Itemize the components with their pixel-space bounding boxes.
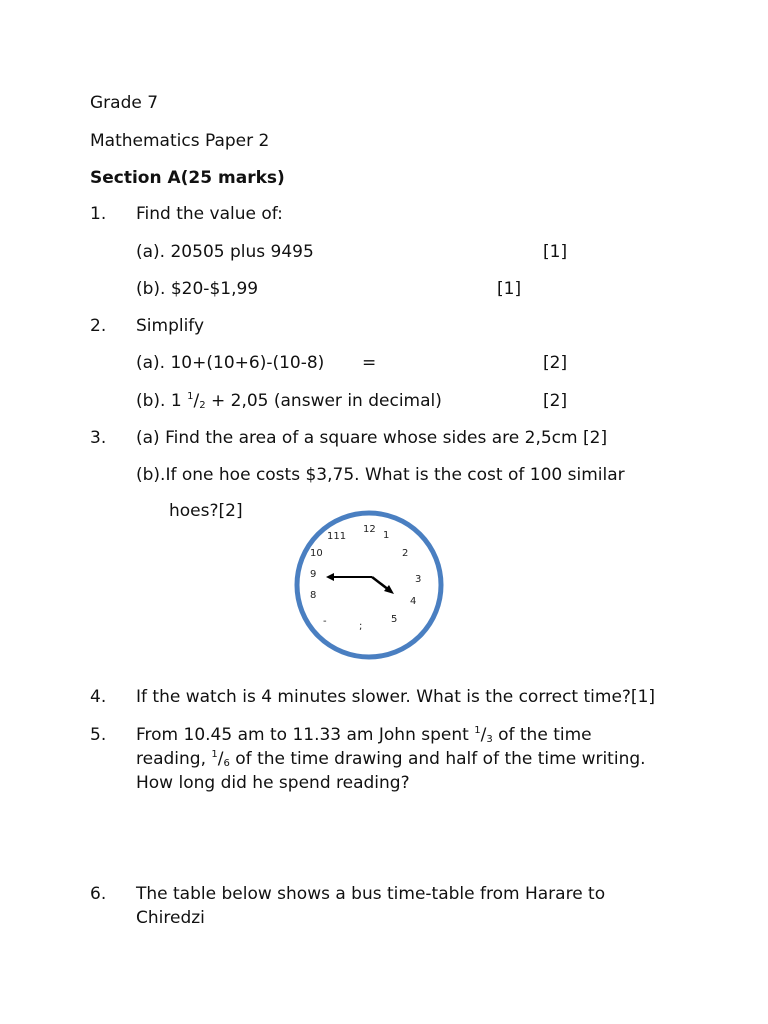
clock-numeral-5: 5	[391, 614, 398, 625]
question-1b-marks: [1]	[497, 279, 522, 299]
grade-heading: Grade 7	[90, 93, 159, 113]
question-1-text: Find the value of:	[136, 204, 283, 224]
clock-numeral-12: 12	[363, 524, 376, 535]
question-2b-marks: [2]	[543, 391, 568, 411]
question-6-line-2: Chiredzi	[136, 908, 205, 928]
question-4-number: 4.	[90, 687, 107, 707]
question-5-line-1: From 10.45 am to 11.33 am John spent $^1/_3$ of the time	[136, 725, 592, 745]
question-2a-marks: [2]	[543, 353, 568, 373]
question-2a-equals: =	[362, 353, 377, 373]
clock-numeral-9: 9	[310, 569, 317, 580]
question-3-number: 3.	[90, 428, 107, 448]
question-2-text: Simplify	[136, 316, 205, 336]
clock-numeral-1: 1	[383, 530, 390, 541]
question-3a-text: (a) Find the area of a square whose sides are 2,5cm [2]	[136, 428, 608, 448]
clock-numeral-11: 111	[327, 531, 347, 542]
question-5-line-2: reading, $^1/_6$ of the time drawing and half of the time writing.	[136, 749, 646, 769]
question-6-number: 6.	[90, 884, 107, 904]
question-1b-text: (b). $20-$1,99	[136, 279, 259, 299]
clock-numeral-8: 8	[310, 590, 317, 601]
clock-numeral-2: 2	[402, 548, 409, 559]
question-1a-marks: [1]	[543, 242, 568, 262]
clock-figure	[290, 505, 450, 665]
clock-numeral-6: ;	[359, 621, 363, 632]
question-6-line-1: The table below shows a bus time-table from Harare to	[136, 884, 606, 904]
question-2b-text: (b). 1 $^1/_2 + 2,05$ (answer in decimal)	[136, 391, 442, 411]
question-1a-text: (a). 20505 plus 9495	[136, 242, 314, 262]
clock-numeral-7: -	[323, 616, 327, 627]
clock-numeral-4: 4	[410, 596, 417, 607]
question-3b-text-cont: hoes?[2]	[169, 501, 243, 521]
question-5-number: 5.	[90, 725, 107, 745]
question-2a-text: (a). 10+(10+6)-(10-8)	[136, 353, 325, 373]
question-3b-text: (b).If one hoe costs $3,75. What is the cost of 100 similar	[136, 465, 625, 485]
question-2-number: 2.	[90, 316, 107, 336]
question-4-text: If the watch is 4 minutes slower. What is the correct time?[1]	[136, 687, 656, 707]
paper-title: Mathematics Paper 2	[90, 131, 270, 151]
clock-numeral-3: 3	[415, 574, 422, 585]
question-1-number: 1.	[90, 204, 107, 224]
question-5-line-3: How long did he spend reading?	[136, 773, 410, 793]
section-heading: Section A(25 marks)	[90, 168, 285, 188]
clock-numeral-10: 10	[310, 548, 323, 559]
